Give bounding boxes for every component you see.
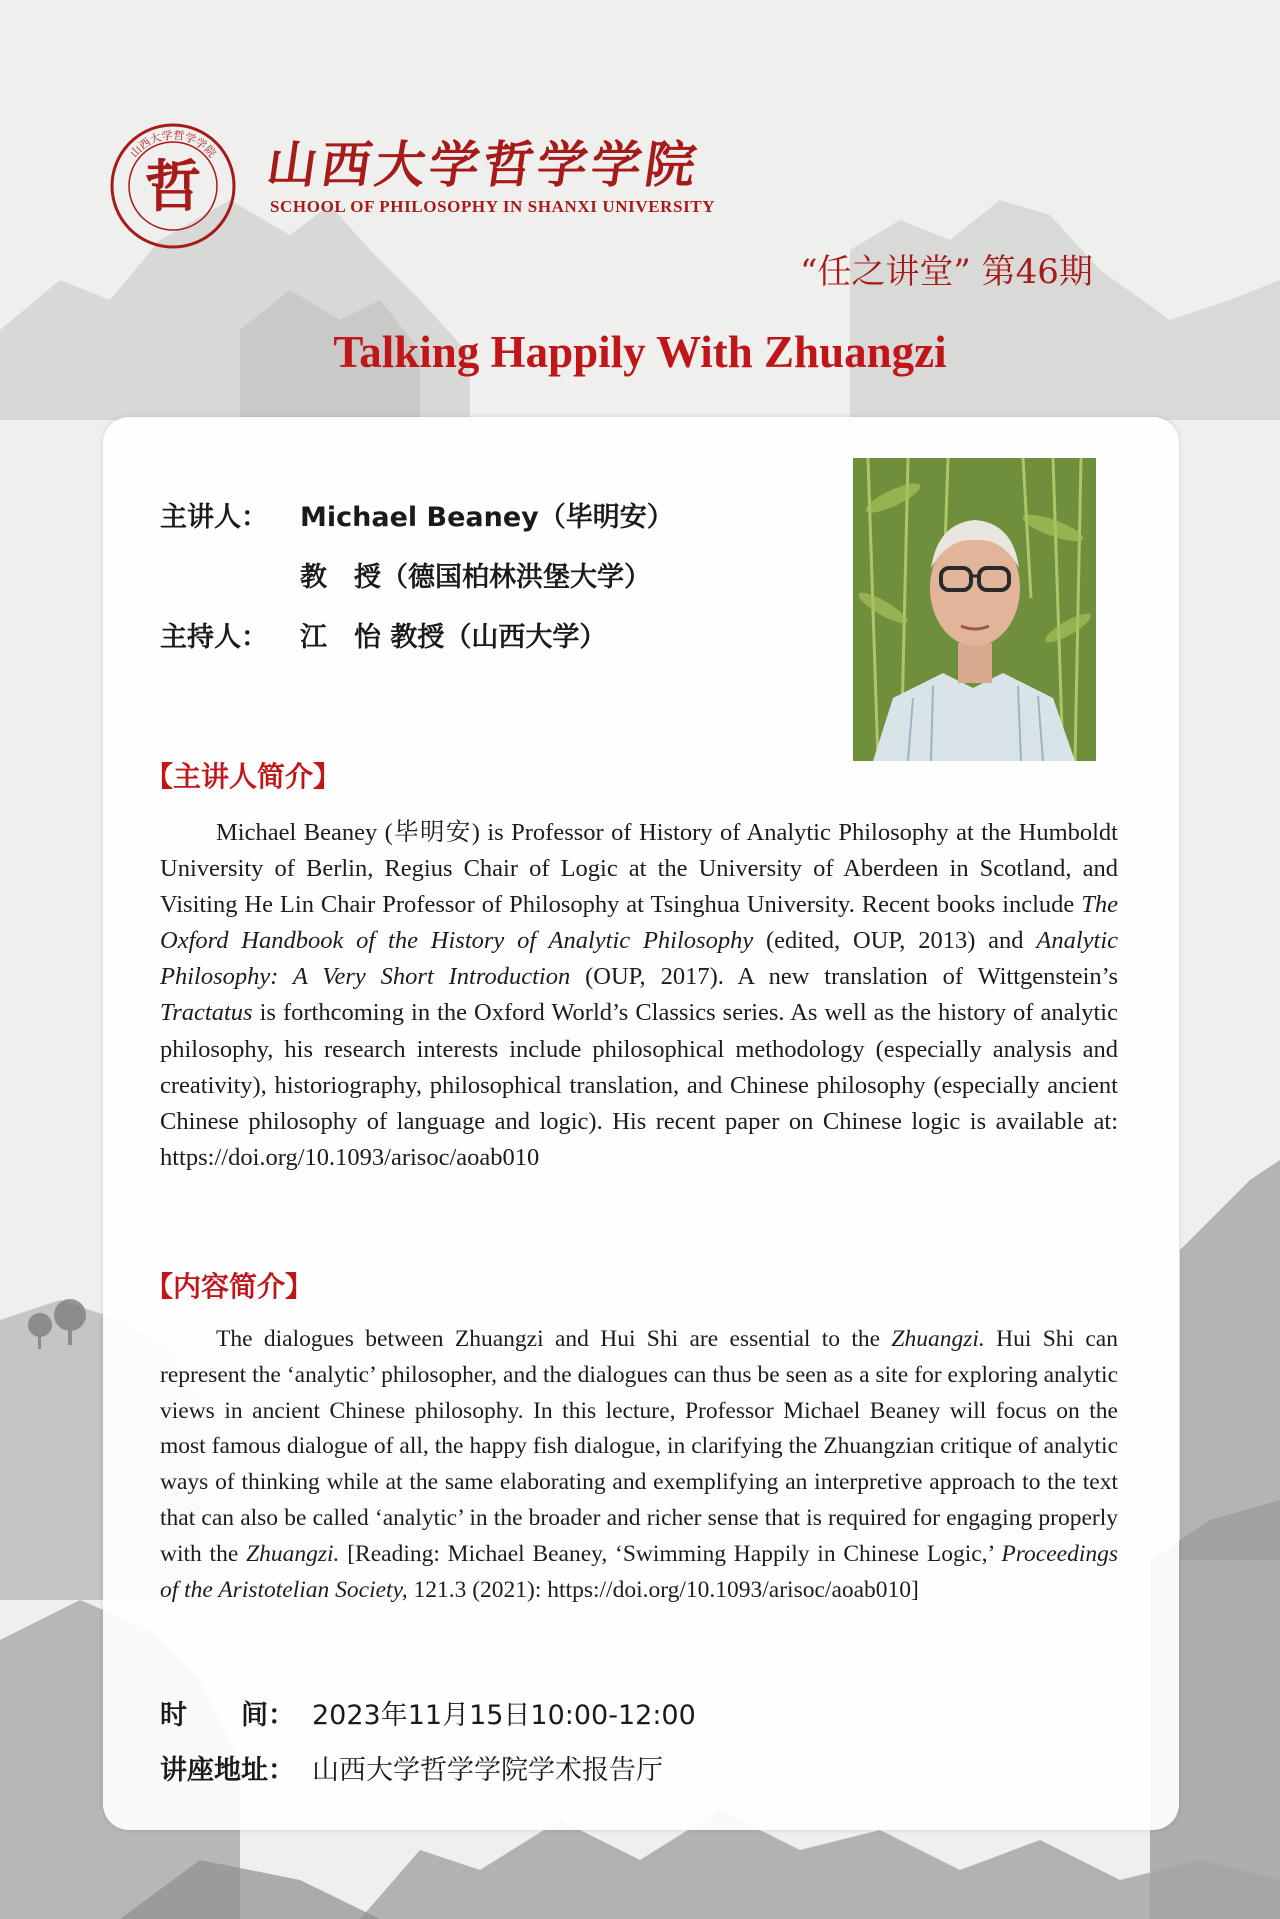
speaker-label: 主讲人：	[160, 502, 268, 533]
school-name-english: SCHOOL OF PHILOSOPHY IN SHANXI UNIVERSITY	[270, 197, 716, 216]
abstract-heading: 【内容简介】	[145, 1270, 314, 1303]
abstract-work-title: Zhuangzi.	[891, 1326, 985, 1352]
bio-book-title: The Oxford Handbook of the History of Analytic Philosophy	[160, 891, 1118, 955]
bio-text: is forthcoming in the Oxford World’s Classics series. As well as the history of analytic philosophy, his research interests include philosophical methodology (especially analysis and creativity), historiography, philosophical translation, and Chinese philosophy (especially ancient Chinese philosophy of language and logic). His recent paper on Chinese logic is available at: https://doi.org/10.1093/arisoc/aoab010	[160, 999, 1118, 1171]
speaker-photo	[853, 458, 1096, 761]
abstract-text: 121.3 (2021): https://doi.org/10.1093/arisoc/aoab010]	[407, 1576, 919, 1603]
bio-paragraph	[160, 815, 1118, 1176]
time-value: 2023年11月15日10:00-12:00	[312, 1700, 696, 1731]
host-label: 主持人：	[160, 622, 268, 653]
abstract-paragraph	[160, 1322, 1118, 1608]
time-label: 时 间：	[160, 1700, 295, 1731]
abstract-text: Hui Shi can represent the ‘analytic’ philosopher, and the dialogues can thus be seen as a site for exploring analytic views in ancient Chinese philosophy. In this lecture, Professor Michael Beaney will focus on the most famous dialogue of all, the happy fish dialogue, in clarifying the Zhuangzian critique of analytic ways of thinking while at the same elaborating and exemplifying an interpretive approach to the text that can also be called ‘analytic’ in the broader and richer sense that is required for engaging properly with the	[160, 1326, 1118, 1567]
bio-heading: 【主讲人简介】	[145, 760, 342, 793]
abstract-text: The dialogues between Zhuangzi and Hui Shi are essential to the	[216, 1326, 892, 1352]
abstract-text: [Reading: Michael Beaney, ‘Swimming Happily in Chinese Logic,’	[339, 1540, 1002, 1567]
school-seal-logo	[108, 121, 238, 251]
time-row	[160, 1693, 696, 1732]
speaker-role-row	[160, 555, 651, 594]
school-name-chinese: 山西大学哲学学院	[263, 135, 704, 194]
speaker-row	[160, 495, 674, 534]
host-row	[160, 615, 606, 654]
venue-label: 讲座地址：	[160, 1755, 295, 1786]
venue-value: 山西大学哲学学院学术报告厅	[312, 1755, 663, 1786]
seal-ring-text: 山西大学哲学学院	[127, 128, 219, 161]
lecture-title: Talking Happily With Zhuangzi	[333, 327, 947, 377]
venue-row	[160, 1748, 663, 1787]
bio-text: (edited, OUP, 2013) and	[753, 927, 1037, 955]
abstract-journal-title: Proceedings of the Aristotelian Society,	[160, 1540, 1118, 1603]
bio-book-title: Analytic Philosophy: A Very Short Introduction	[160, 927, 1118, 991]
bio-book-title: Tractatus	[160, 999, 253, 1027]
bio-text: Michael Beaney (毕明安) is Professor of History of Analytic Philosophy at the Humboldt University of Berlin, Regius Chair of Logic at the University of Aberdeen in Scotland, and Visiting He Lin Chair Professor of Philosophy at Tsinghua University. Recent books include	[160, 819, 1118, 919]
seal-center-glyph: 哲	[145, 154, 201, 220]
lecture-series-label: “任之讲堂” 第46期	[800, 252, 1093, 292]
speaker-role: 教 授（德国柏林洪堡大学）	[300, 562, 651, 593]
abstract-work-title: Zhuangzi.	[246, 1540, 340, 1567]
bio-text: (OUP, 2017). A new translation of Wittgenstein’s	[570, 963, 1119, 991]
host-name: 江 怡 教授（山西大学）	[300, 622, 607, 653]
speaker-name: Michael Beaney（毕明安）	[300, 502, 674, 533]
